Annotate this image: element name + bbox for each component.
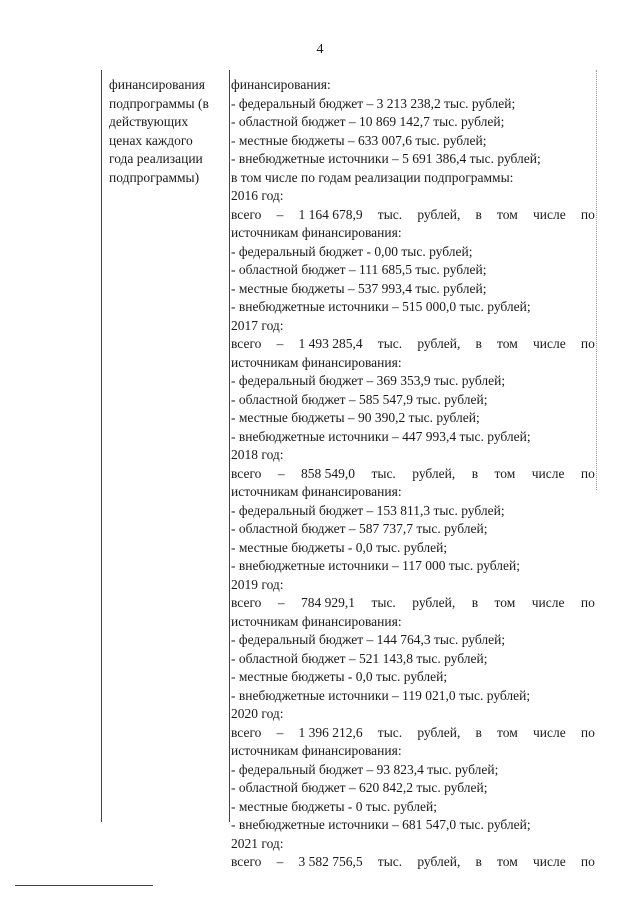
years-container (231, 187, 595, 872)
year-total-word: том (497, 724, 518, 740)
year-total-word: по (580, 206, 595, 222)
year-total-word: тыс. (377, 854, 403, 869)
year-total-word: всего (231, 595, 262, 610)
year-total-word: рублей, (417, 206, 461, 222)
label-cell (109, 76, 227, 187)
year-source-item: - областной бюджет – 585 547,9 тыс. рублей; (231, 391, 488, 407)
year-sources-label: источникам финансирования: (231, 613, 402, 629)
year-block (231, 446, 595, 576)
year-total-word: том (497, 206, 518, 222)
footnote-rule (15, 885, 153, 886)
year-total-word: рублей, (412, 465, 456, 481)
year-total-word: в (475, 206, 482, 222)
year-total-word: тыс. (371, 465, 396, 481)
year-heading: 2018 год: (231, 447, 284, 462)
year-source-item: - местные бюджеты – 537 993,4 тыс. рублей; (231, 280, 487, 296)
total-extrabudgetary: - внебюджетные источники – 5 691 386,4 тыс. рублей; (231, 151, 541, 166)
year-total-word: – (277, 595, 285, 610)
year-block (231, 187, 595, 317)
label-line: года реализации (109, 151, 203, 166)
year-total-word: – (277, 465, 285, 481)
year-total-word: – (276, 854, 284, 869)
year-source-item: - местные бюджеты - 0,0 тыс. рублей; (231, 539, 448, 555)
year-total-word: всего (231, 336, 262, 351)
year-total-word: всего (231, 465, 262, 481)
year-total-word: 1 164 678,9 (298, 206, 363, 222)
year-total-word: 1 493 285,4 (298, 336, 363, 351)
year-sources-label: источникам финансирования: (231, 354, 402, 370)
year-total-word: тыс. (377, 724, 403, 740)
total-local: - местные бюджеты – 633 007,6 тыс. рублей; (231, 132, 487, 148)
year-total-word: числе (532, 724, 566, 740)
year-total-word: рублей, (417, 724, 461, 740)
year-total-word: числе (532, 336, 566, 351)
year-source-item: - внебюджетные источники – 515 000,0 тыс. рублей; (231, 299, 531, 314)
year-total-word: по (580, 336, 595, 351)
year-total-word: рублей, (412, 595, 456, 610)
year-sources-label: источникам финансирования: (231, 484, 402, 499)
year-block (231, 317, 595, 447)
year-total-word: всего (231, 724, 262, 740)
label-line: действующих (109, 114, 189, 129)
year-total-word: том (497, 854, 518, 869)
year-source-item: - областной бюджет – 521 143,8 тыс. рублей; (231, 650, 488, 666)
year-total-word: том (494, 465, 516, 481)
year-total-word: рублей, (417, 336, 461, 351)
year-source-item: - федеральный бюджет – 93 823,4 тыс. рублей; (231, 761, 499, 777)
year-total-word: тыс. (377, 336, 403, 351)
year-total-word: в (471, 465, 479, 481)
year-heading: 2019 год: (231, 576, 284, 592)
year-total-line (231, 465, 595, 484)
year-source-item: - внебюджетные источники – 117 000 тыс. рублей; (231, 558, 521, 573)
year-source-item: - областной бюджет – 587 737,7 тыс. рублей; (231, 521, 488, 536)
label-line: подпрограммы (в (109, 95, 209, 111)
year-total-word: – (276, 724, 284, 740)
year-source-item: - федеральный бюджет - 0,00 тыс. рублей; (231, 243, 473, 259)
table-column-divider (229, 70, 230, 822)
year-block (231, 576, 595, 706)
table-left-border (101, 70, 102, 822)
table-right-border (596, 70, 597, 490)
year-heading: 2016 год: (231, 188, 284, 203)
year-total-word: тыс. (377, 206, 403, 222)
content-cell (231, 76, 595, 872)
year-source-item: - федеральный бюджет – 369 353,9 тыс. рублей; (231, 373, 506, 388)
year-block (231, 835, 595, 872)
year-total-word: числе (531, 595, 565, 610)
passport-table (101, 70, 597, 869)
year-total-word: по (580, 595, 595, 610)
year-total-word: рублей, (417, 854, 461, 869)
year-total-word: том (494, 595, 516, 610)
total-federal: - федеральный бюджет – 3 213 238,2 тыс. рублей; (231, 95, 516, 111)
year-total-word: тыс. (371, 595, 396, 610)
year-total-word: 784 929,1 (301, 595, 356, 610)
year-total-word: в (475, 336, 482, 351)
year-total-word: 858 549,0 (301, 465, 356, 481)
year-total-word: числе (532, 854, 566, 869)
year-total-word: в (475, 724, 482, 740)
year-total-word: – (276, 206, 284, 222)
year-total-word: по (580, 465, 595, 481)
year-total-word: числе (532, 206, 566, 222)
year-total-line (231, 594, 595, 613)
year-sources-label: источникам финансирования: (231, 743, 402, 758)
year-source-item: - внебюджетные источники – 447 993,4 тыс. рублей; (231, 428, 531, 444)
year-source-item: - областной бюджет – 111 685,5 тыс. рублей; (231, 262, 487, 277)
year-source-item: - местные бюджеты - 0 тыс. рублей; (231, 798, 438, 814)
year-total-word: всего (231, 206, 262, 222)
year-total-word: – (276, 336, 284, 351)
year-total-word: 1 396 212,6 (298, 724, 363, 740)
page-number: 4 (316, 42, 324, 57)
year-total-word: числе (531, 465, 565, 481)
year-heading: 2021 год: (231, 835, 284, 851)
year-source-item: - местные бюджеты – 90 390,2 тыс. рублей; (231, 410, 480, 425)
year-total-line (231, 853, 595, 872)
year-total-word: том (497, 336, 518, 351)
year-total-word: всего (231, 854, 262, 869)
year-source-item: - внебюджетные источники – 681 547,0 тыс. рублей; (231, 817, 531, 832)
year-total-word: по (580, 854, 595, 869)
content-intro: финансирования: (231, 77, 331, 92)
year-total-word: 3 582 756,5 (298, 854, 363, 869)
by-years-intro: в том числе по годам реализации подпрограммы: (231, 169, 514, 185)
year-total-line (231, 206, 595, 225)
year-block (231, 705, 595, 835)
year-source-item: - внебюджетные источники – 119 021,0 тыс. рублей; (231, 687, 531, 703)
year-source-item: - федеральный бюджет – 153 811,3 тыс. рублей; (231, 502, 505, 518)
year-source-item: - федеральный бюджет – 144 764,3 тыс. рублей; (231, 632, 506, 647)
year-total-line (231, 335, 595, 354)
total-regional: - областной бюджет – 10 869 142,7 тыс. рублей; (231, 114, 505, 129)
year-total-line (231, 724, 595, 743)
year-total-word: в (471, 595, 479, 610)
label-line: подпрограммы) (109, 169, 200, 185)
year-total-word: по (580, 724, 595, 740)
label-line: ценах каждого (109, 132, 193, 148)
year-heading: 2020 год: (231, 706, 284, 721)
year-total-word: в (475, 854, 482, 869)
label-line: финансирования (109, 77, 205, 92)
year-source-item: - местные бюджеты - 0,0 тыс. рублей; (231, 669, 448, 684)
year-sources-label: источникам финансирования: (231, 225, 402, 240)
year-heading: 2017 год: (231, 317, 284, 333)
year-source-item: - областной бюджет – 620 842,2 тыс. рублей; (231, 780, 488, 795)
